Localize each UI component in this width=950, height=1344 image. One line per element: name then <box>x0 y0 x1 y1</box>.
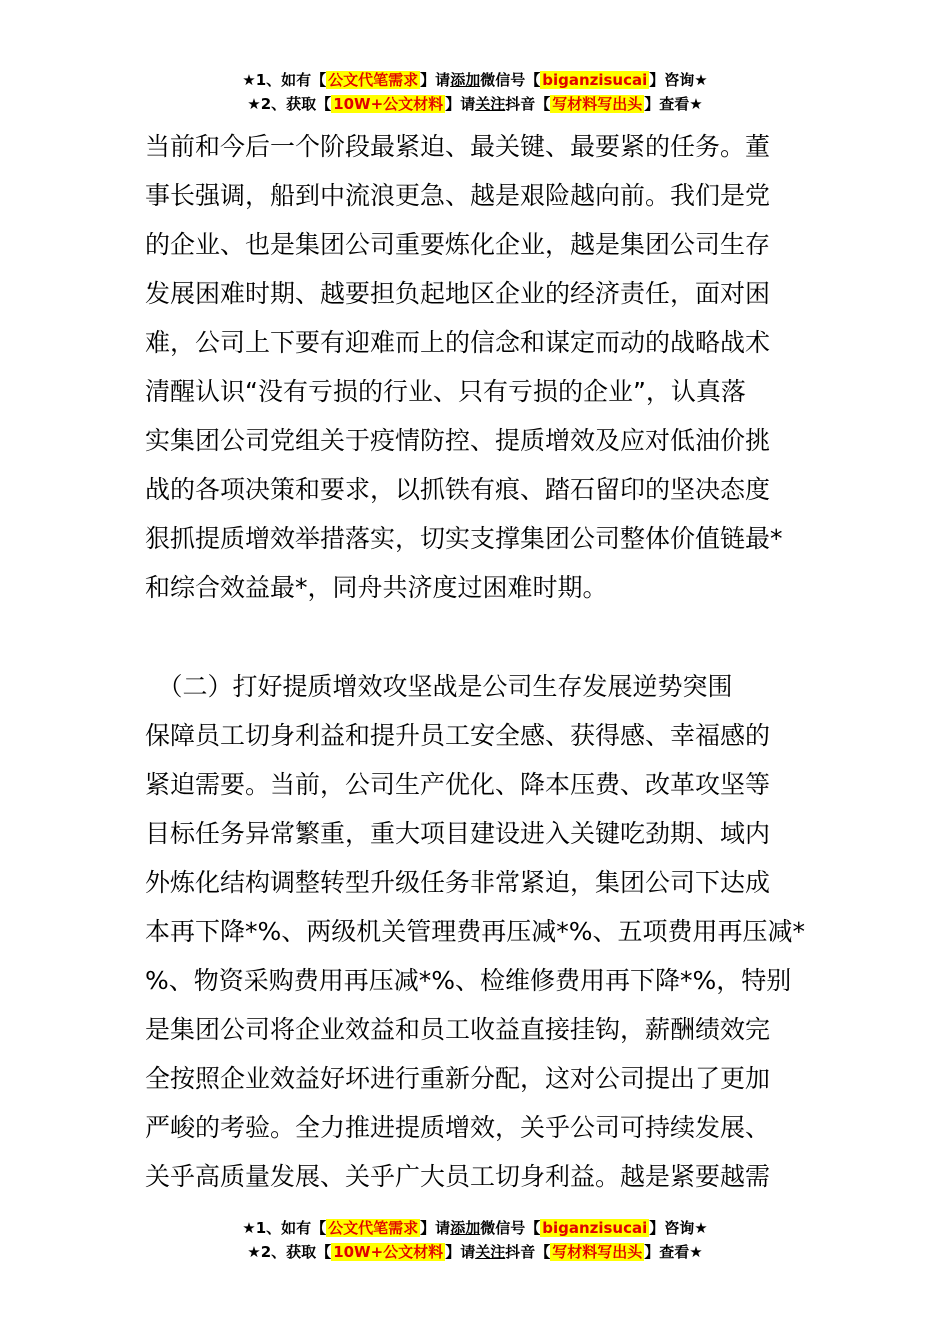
footer-banner <box>0 1216 950 1264</box>
text-line: 当前和今后一个阶段最紧迫、最关键、最要紧的任务。董 <box>145 132 771 161</box>
highlight-materials: 10W+公文材料 <box>333 95 444 113</box>
highlight-wechat-id: biganzisucai <box>542 1219 648 1237</box>
text-line: 发展困难时期、越要担负起地区企业的经济责任，面对困 <box>145 279 771 308</box>
text-line: 战的各项决策和要求，以抓铁有痕、踏石留印的坚决态度 <box>145 475 771 504</box>
text-line: （二）打好提质增效攻坚战是公司生存发展逆势突围 <box>145 672 733 701</box>
text-line: 目标任务异常繁重，重大项目建设进入关键吃劲期、域内 <box>145 819 771 848</box>
text-line: 狠抓提质增效举措落实，切实支撑集团公司整体价值链最* <box>145 524 783 553</box>
text-line: 难，公司上下要有迎难而上的信念和谋定而动的战略战术 <box>145 328 771 357</box>
highlight-service: 公文代笔需求 <box>328 71 419 89</box>
text-line: 紧迫需要。当前，公司生产优化、降本压费、改革攻坚等 <box>145 770 771 799</box>
text-line: 是集团公司将企业效益和员工收益直接挂钩，薪酬绩效完 <box>145 1015 771 1044</box>
highlight-wechat-id: biganzisucai <box>542 71 648 89</box>
text-line: 严峻的考验。全力推进提质增效，关乎公司可持续发展、 <box>145 1113 771 1142</box>
highlight-douyin: 写材料写出头 <box>552 95 643 113</box>
text-line: 全按照企业效益好坏进行重新分配，这对公司提出了更加 <box>145 1064 771 1093</box>
highlight-douyin: 写材料写出头 <box>552 1243 643 1261</box>
text-line: 的企业、也是集团公司重要炼化企业，越是集团公司生存 <box>145 230 771 259</box>
highlight-materials: 10W+公文材料 <box>333 1243 444 1261</box>
text-line: 本再下降*%、两级机关管理费再压减*%、五项费用再压减* <box>145 917 806 946</box>
text-line: 实集团公司党组关于疫情防控、提质增效及应对低油价挑 <box>145 426 771 455</box>
banner-line-2: ★2、获取【 10W+公文材料 】请关注抖音【 写材料写出头 】查看★ <box>247 1243 703 1261</box>
text-line: 关乎高质量发展、关乎广大员工切身利益。越是紧要越需 <box>145 1162 771 1191</box>
highlight-service: 公文代笔需求 <box>328 1219 419 1237</box>
banner-line-1: ★1、如有【 公文代笔需求 】请添加微信号【 biganzisucai 】咨询★ <box>242 71 708 89</box>
text-line: %、物资采购费用再压减*%、检维修费用再下降*%，特别 <box>145 966 792 995</box>
banner-line-2: ★2、获取【 10W+公文材料 】请关注抖音【 写材料写出头 】查看★ <box>247 95 703 113</box>
text-line: 和综合效益最*，同舟共济度过困难时期。 <box>145 573 608 602</box>
text-line: 事长强调，船到中流浪更急、越是艰险越向前。我们是党 <box>145 181 771 210</box>
header-banner <box>0 68 950 116</box>
text-line: 外炼化结构调整转型升级任务非常紧迫，集团公司下达成 <box>145 868 771 897</box>
text-line: 保障员工切身利益和提升员工安全感、获得感、幸福感的 <box>145 721 771 750</box>
text-line: 清醒认识“没有亏损的行业、只有亏损的企业”，认真落 <box>145 377 746 406</box>
banner-line-1: ★1、如有【 公文代笔需求 】请添加微信号【 biganzisucai 】咨询★ <box>242 1219 708 1237</box>
